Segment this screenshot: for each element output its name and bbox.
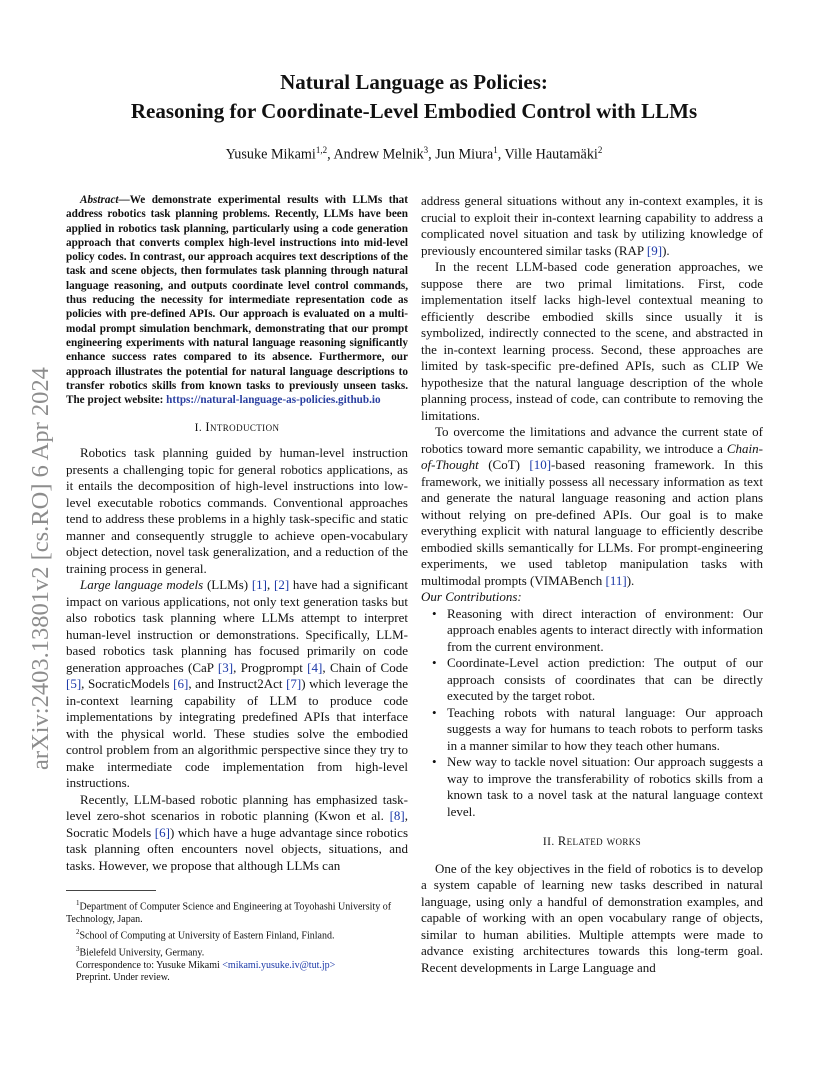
list-item: • Coordinate-Level action prediction: The output of our approach consists of coordinates that can be directly executed by the target robot. — [447, 655, 763, 705]
citation-link[interactable]: [6] — [154, 824, 170, 840]
text: ). — [626, 572, 635, 588]
arxiv-stamp: arXiv:2403.13801v2 [cs.RO] 6 Apr 2024 — [27, 367, 54, 770]
author-name: Andrew Melnik — [333, 146, 424, 163]
right-column — [421, 193, 763, 976]
text: (LLMs) — [203, 577, 252, 593]
footnote-rule — [66, 890, 156, 891]
abstract-label: Abstract — [80, 194, 119, 206]
footnote-text: Bielefeld University, Germany. — [79, 947, 205, 959]
author-affiliation: 3 — [423, 145, 429, 155]
abstract — [66, 193, 408, 407]
author-name: Yusuke Mikami — [225, 146, 316, 163]
email-link[interactable]: <mikami.yusuke.iv@tut.jp> — [222, 959, 336, 971]
text: address general situations without any in-context examples, it is crucial to exploit their in-context learning capability to address a complicated novel situation and task by utilizing knowledge of previously encountered similar tasks (RAP — [421, 193, 763, 258]
list-item: • New way to tackle novel situation: Our approach suggests a way to improve the transferability of robotics skills from a known task to a novel task at the natural language context level. — [447, 754, 763, 820]
text: , SocraticModels — [81, 676, 174, 692]
section-title: Related works — [557, 834, 642, 848]
author-name: Jun Miura — [435, 146, 494, 163]
section-number: II. — [542, 836, 558, 848]
text: ). — [662, 242, 670, 258]
contributions-heading: Our Contributions: — [421, 589, 522, 604]
author-affiliation: 1,2 — [315, 145, 328, 155]
citation-link[interactable]: [7] — [286, 676, 302, 692]
text: , and Instruct2Act — [188, 676, 287, 692]
title-line-2: Reasoning for Coordinate-Level Embodied Control with LLMs — [130, 99, 698, 123]
correspondence-label: Correspondence to: Yusuke Mikami — [76, 959, 223, 971]
section-heading-introduction — [66, 420, 408, 435]
text: -based reasoning framework. In this framework, we initially possess all necessary information as text and generate the natural language reasoning and action plans without relying on pre-defined APIs. Our goal is to make everything explicit with natural language to efficiently describe embodied skills semantically for LLMs. For prompt-engineering experiments, we used tabletop manipulation tasks with multimodal prompts (VIMABench — [421, 457, 763, 588]
citation-link[interactable]: [9] — [646, 242, 663, 258]
text: To overcome the limitations and advance the current state of robotics toward more semantic capability, we introduce a — [421, 424, 763, 456]
footnote-mark: 3 — [76, 944, 80, 953]
citation-link[interactable]: [8] — [389, 808, 405, 824]
citation-link[interactable]: [4] — [307, 659, 323, 675]
footnote-text: School of Computing at University of Eastern Finland, Finland. — [79, 930, 335, 942]
citation-link[interactable]: [2] — [273, 577, 290, 593]
author-name: Ville Hautamäki — [504, 146, 598, 163]
paragraph: Robotics task planning guided by human-level instruction presents a challenging topic for general robotics applications, as it entails the decomposition of high-level instructions into low-level executable robotics commands. Conventional approaches tend to address these problems in a highly task-specific and static manner and consequently struggle to achieve open-vocabulary object detection, novel task generalization, and a reduction of the training process in general. — [66, 445, 408, 576]
text: have had a significant impact on various applications, not only text generation tasks but also robotics task planning where LLMs attempt to interpret human-level instruction or demonstrations. Specifically, LLM-based robotics task planning has focused primarily on code generation approaches (CaP — [66, 577, 408, 675]
citation-link[interactable]: [1] — [251, 577, 268, 593]
section-heading-related-works — [421, 833, 763, 851]
citation-link[interactable]: [10] — [529, 457, 552, 472]
paper-title — [0, 68, 828, 126]
text: , Chain of Code — [322, 659, 408, 675]
abstract-text: —We demonstrate experimental results with LLMs that address robotics task planning problems. Recently, LLMs have been applied in robotics task planning, particularly using a code generation approach that converts complex high-level instructions into mid-level policy codes. In contrast, our approach acquires text descriptions of the task and scene objects, then formulates task planning through natural language reasoning, and outputs coordinate level control commands, thus reducing the necessity for intermediate representation code as policies with pre-defined APIs. Our approach is evaluated on a multi-modal prompt simulation benchmark, demonstrating that our prompt engineering experiments with natural language reasoning significantly enhance success rates compared to its absence. Furthermore, our approach illustrates the potential for natural language descriptions to transfer robotics skills from known tasks to previously unseen tasks. The project website: — [66, 194, 408, 407]
paragraph — [421, 193, 763, 259]
footnote-text: Department of Computer Science and Engineering at Toyohashi University of Technology, Japan. — [66, 901, 392, 925]
contributions-list — [421, 606, 763, 821]
paragraph: One of the key objectives in the field of robotics is to develop a system capable of learning new tasks described in natural language, using only a handful of demonstration examples, and capable of working with an open vocabulary range of objects, similar to human abilities. Multiple attempts were made to advance existing architectures towards this long-term goal. Recent developments in Large Language and — [421, 860, 763, 975]
preprint-note: Preprint. Under review. — [76, 972, 170, 984]
citation-link[interactable]: [6] — [173, 676, 189, 692]
list-item: • Reasoning with direct interaction of environment: Our approach enables agents to interact directly with information from the current environment. — [447, 606, 763, 656]
footnote — [66, 926, 408, 943]
paragraph — [66, 577, 408, 792]
correspondence — [66, 960, 408, 972]
section-number: I. — [194, 422, 206, 435]
text: Recently, LLM-based robotic planning has emphasized task-level zero-shot scenarios in robotic planning (Kwon et al. — [66, 791, 408, 824]
citation-link[interactable]: [5] — [66, 676, 82, 692]
paragraph — [421, 424, 763, 589]
footnote — [66, 943, 408, 960]
title-line-1: Natural Language as Policies: — [280, 70, 548, 94]
author-list: Yusuke Mikami$^{1,2}$, Andrew Melnik$^3$, Jun Miura$^1$, Ville Hautamäki$^2$ — [225, 145, 603, 163]
paragraph — [66, 792, 408, 875]
text: ) which leverage the in-context learning capability of LLM to produce code implementations by integrating predefined APIs that interface with the physical world. These studies solve the embodied control problem from an algorithmic perspective since they try to make intermediate code implementation from high-level instructions. — [66, 676, 408, 791]
text: (CoT) — [478, 457, 530, 472]
text: , — [267, 577, 274, 593]
right-body — [421, 193, 763, 976]
footnotes — [66, 897, 408, 984]
text: , Progprompt — [233, 659, 308, 675]
introduction-body — [66, 445, 408, 874]
paragraph: In the recent LLM-based code generation approaches, we suppose there are two primal limitations. First, code implementation itself lacks high-level contextual meaning to efficiently describe embodied skills since usually it is symbolized, indirectly connected to the scene, and abstracted in the in-context learning process. Second, these approaches are limited by task-specific pre-defined APIs, such as CLIP We hypothesize that the natural language description of the whole planning process, instead of code, can contribute to removing the limitations. — [421, 259, 763, 423]
footnote — [66, 897, 408, 926]
footnote-mark: 1 — [76, 899, 80, 907]
list-item: • Teaching robots with natural language: Our approach suggests a way for humans to teach robots to perform tasks in a manner similar to how they teach other humans. — [447, 705, 763, 755]
italic-term: Chain-of-Thought — [421, 440, 763, 472]
project-website-link[interactable]: https://natural-language-as-policies.github.io — [166, 394, 381, 407]
author-affiliation: 2 — [597, 145, 603, 155]
section-title: Introduction — [205, 420, 280, 435]
text: ) which have a huge advantage since robotics task planning often encounters novel objects, situations, and tasks. However, we propose that although LLMs can — [66, 824, 408, 873]
footnote-mark: 2 — [76, 928, 80, 937]
author-affiliation: 1 — [493, 145, 498, 155]
citation-link[interactable]: [11] — [605, 572, 627, 588]
arxiv-sidebar — [8, 290, 54, 770]
italic-term: Large language models — [80, 577, 204, 593]
left-column — [66, 193, 408, 874]
text: , Socratic Models — [66, 808, 408, 840]
citation-link[interactable]: [3] — [217, 659, 234, 675]
